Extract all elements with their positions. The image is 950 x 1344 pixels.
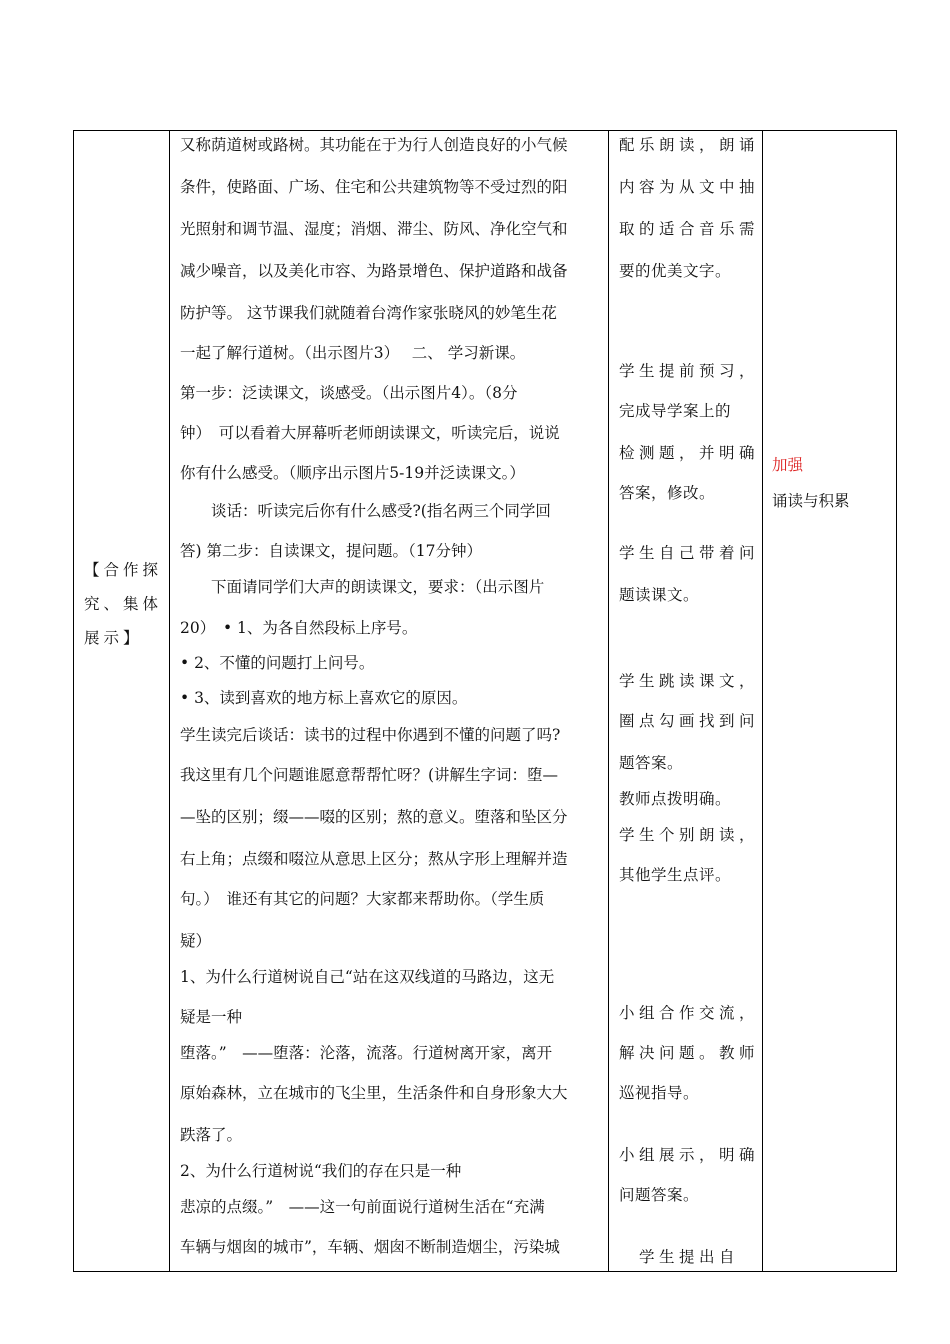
activity-line: 答案，修改。 (619, 484, 716, 502)
activity-line: 巡视指导。 (619, 1084, 700, 1102)
activity-line: 学生提前预习， (619, 362, 760, 380)
content-line: 第一步：泛读课文，谈感受。（出示图片4）。（8分 (180, 384, 518, 402)
activity-line: 学生自己带着问 (619, 544, 760, 562)
content-line: 堕落。” ——堕落：沦落，流落。行道树离开家，离开 (180, 1044, 553, 1062)
content-line: 原始森林，立在城市的飞尘里，生活条件和自身形象大大 (180, 1084, 568, 1102)
content-line: 句。） 谁还有其它的问题？大家都来帮助你。（学生质 (180, 890, 545, 908)
activity-line: 题读课文。 (619, 586, 700, 604)
notes-text: 诵读与积累 (772, 492, 850, 510)
content-line: 学生读完后谈话：读书的过程中你遇到不懂的问题了吗? (180, 726, 561, 744)
activity-line: 圈点勾画找到问 (619, 712, 760, 730)
activity-line: 解决问题。教师 (619, 1044, 760, 1062)
content-line: 又称荫道树或路树。其功能在于为行人创造良好的小气候 (180, 136, 568, 154)
activity-line: 完成导学案上的 (619, 402, 732, 420)
notes-emphasis: 加强 (772, 456, 804, 474)
activity-line: 配乐朗读，朗诵 (619, 136, 760, 154)
activity-line: 学生跳读课文， (619, 672, 760, 690)
content-line: 答) 第二步：自读课文，提问题。（17分钟） (180, 542, 482, 560)
content-line: 减少噪音，以及美化市容、为路景增色、保护道路和战备 (180, 262, 568, 280)
content-line: 下面请同学们大声的朗读课文，要求：（出示图片 (180, 578, 545, 596)
content-line: 谈话：听读完后你有什么感受?(指名两三个同学回 (180, 502, 551, 520)
content-line: 悲凉的点缀。” ——这一句前面说行道树生活在“充满 (180, 1198, 545, 1216)
content-line: • 3、读到喜欢的地方标上喜欢它的原因。 (180, 689, 468, 707)
notes-column (763, 131, 897, 1272)
activity-line: 学生提出自 (619, 1248, 740, 1266)
activity-line: 其他学生点评。 (619, 866, 732, 884)
activity-line: 要的优美文字。 (619, 262, 732, 280)
activity-line: 取的适合音乐需 (619, 220, 760, 238)
teaching-content-column (170, 131, 609, 1272)
activity-line: 小组合作交流， (619, 1004, 760, 1022)
content-line: —坠的区别；缀——啜的区别；熬的意义。堕落和坠区分 (180, 808, 568, 826)
teaching-content (170, 131, 608, 1271)
lesson-plan-table (73, 130, 897, 1272)
content-line: • 2、不懂的问题打上问号。 (180, 654, 375, 672)
content-line: 疑） (180, 932, 212, 950)
content-line: 1、为什么行道树说自己“站在这双线道的马路边，这无 (180, 968, 555, 986)
content-line: 跌落了。 (180, 1126, 243, 1144)
stage-column (74, 131, 170, 1272)
activity-line: 教师点拨明确。 (619, 790, 732, 808)
content-line: 防护等。 这节课我们就随着台湾作家张晓风的妙笔生花 (180, 304, 557, 322)
activity-line: 问题答案。 (619, 1186, 700, 1204)
content-line: 光照射和调节温、湿度；消烟、滞尘、防风、净化空气和 (180, 220, 568, 238)
activities (609, 131, 762, 1271)
content-line: 车辆与烟囱的城市”，车辆、烟囱不断制造烟尘，污染城 (180, 1238, 560, 1256)
activity-line: 小组展示，明确 (619, 1146, 760, 1164)
activity-line: 检测题，并明确 (619, 444, 760, 462)
content-line: 一起了解行道树。（出示图片3） 二、 学习新课。 (180, 344, 526, 362)
content-line: 钟） 可以看着大屏幕听老师朗读课文，听读完后，说说 (180, 424, 560, 442)
content-line: 条件，使路面、广场、住宅和公共建筑物等不受过烈的阳 (180, 178, 568, 196)
activity-column (609, 131, 763, 1272)
activity-line: 学生个别朗读， (619, 826, 760, 844)
content-line: 20） • 1、为各自然段标上序号。 (180, 619, 418, 637)
content-line: 我这里有几个问题谁愿意帮帮忙呀？(讲解生字词：堕— (180, 766, 559, 784)
content-line: 疑是一种 (180, 1008, 243, 1026)
content-line: 你有什么感受。（顺序出示图片5-19并泛读课文。） (180, 464, 525, 482)
content-line: 2、为什么行道树说“我们的存在只是一种 (180, 1162, 462, 1180)
activity-line: 内容为从文中抽 (619, 178, 760, 196)
activity-line: 题答案。 (619, 754, 684, 772)
content-line: 右上角；点缀和啜泣从意思上区分；熬从字形上理解并造 (180, 850, 568, 868)
stage-label: 【合作探 究、集体 展示】 (84, 561, 163, 647)
